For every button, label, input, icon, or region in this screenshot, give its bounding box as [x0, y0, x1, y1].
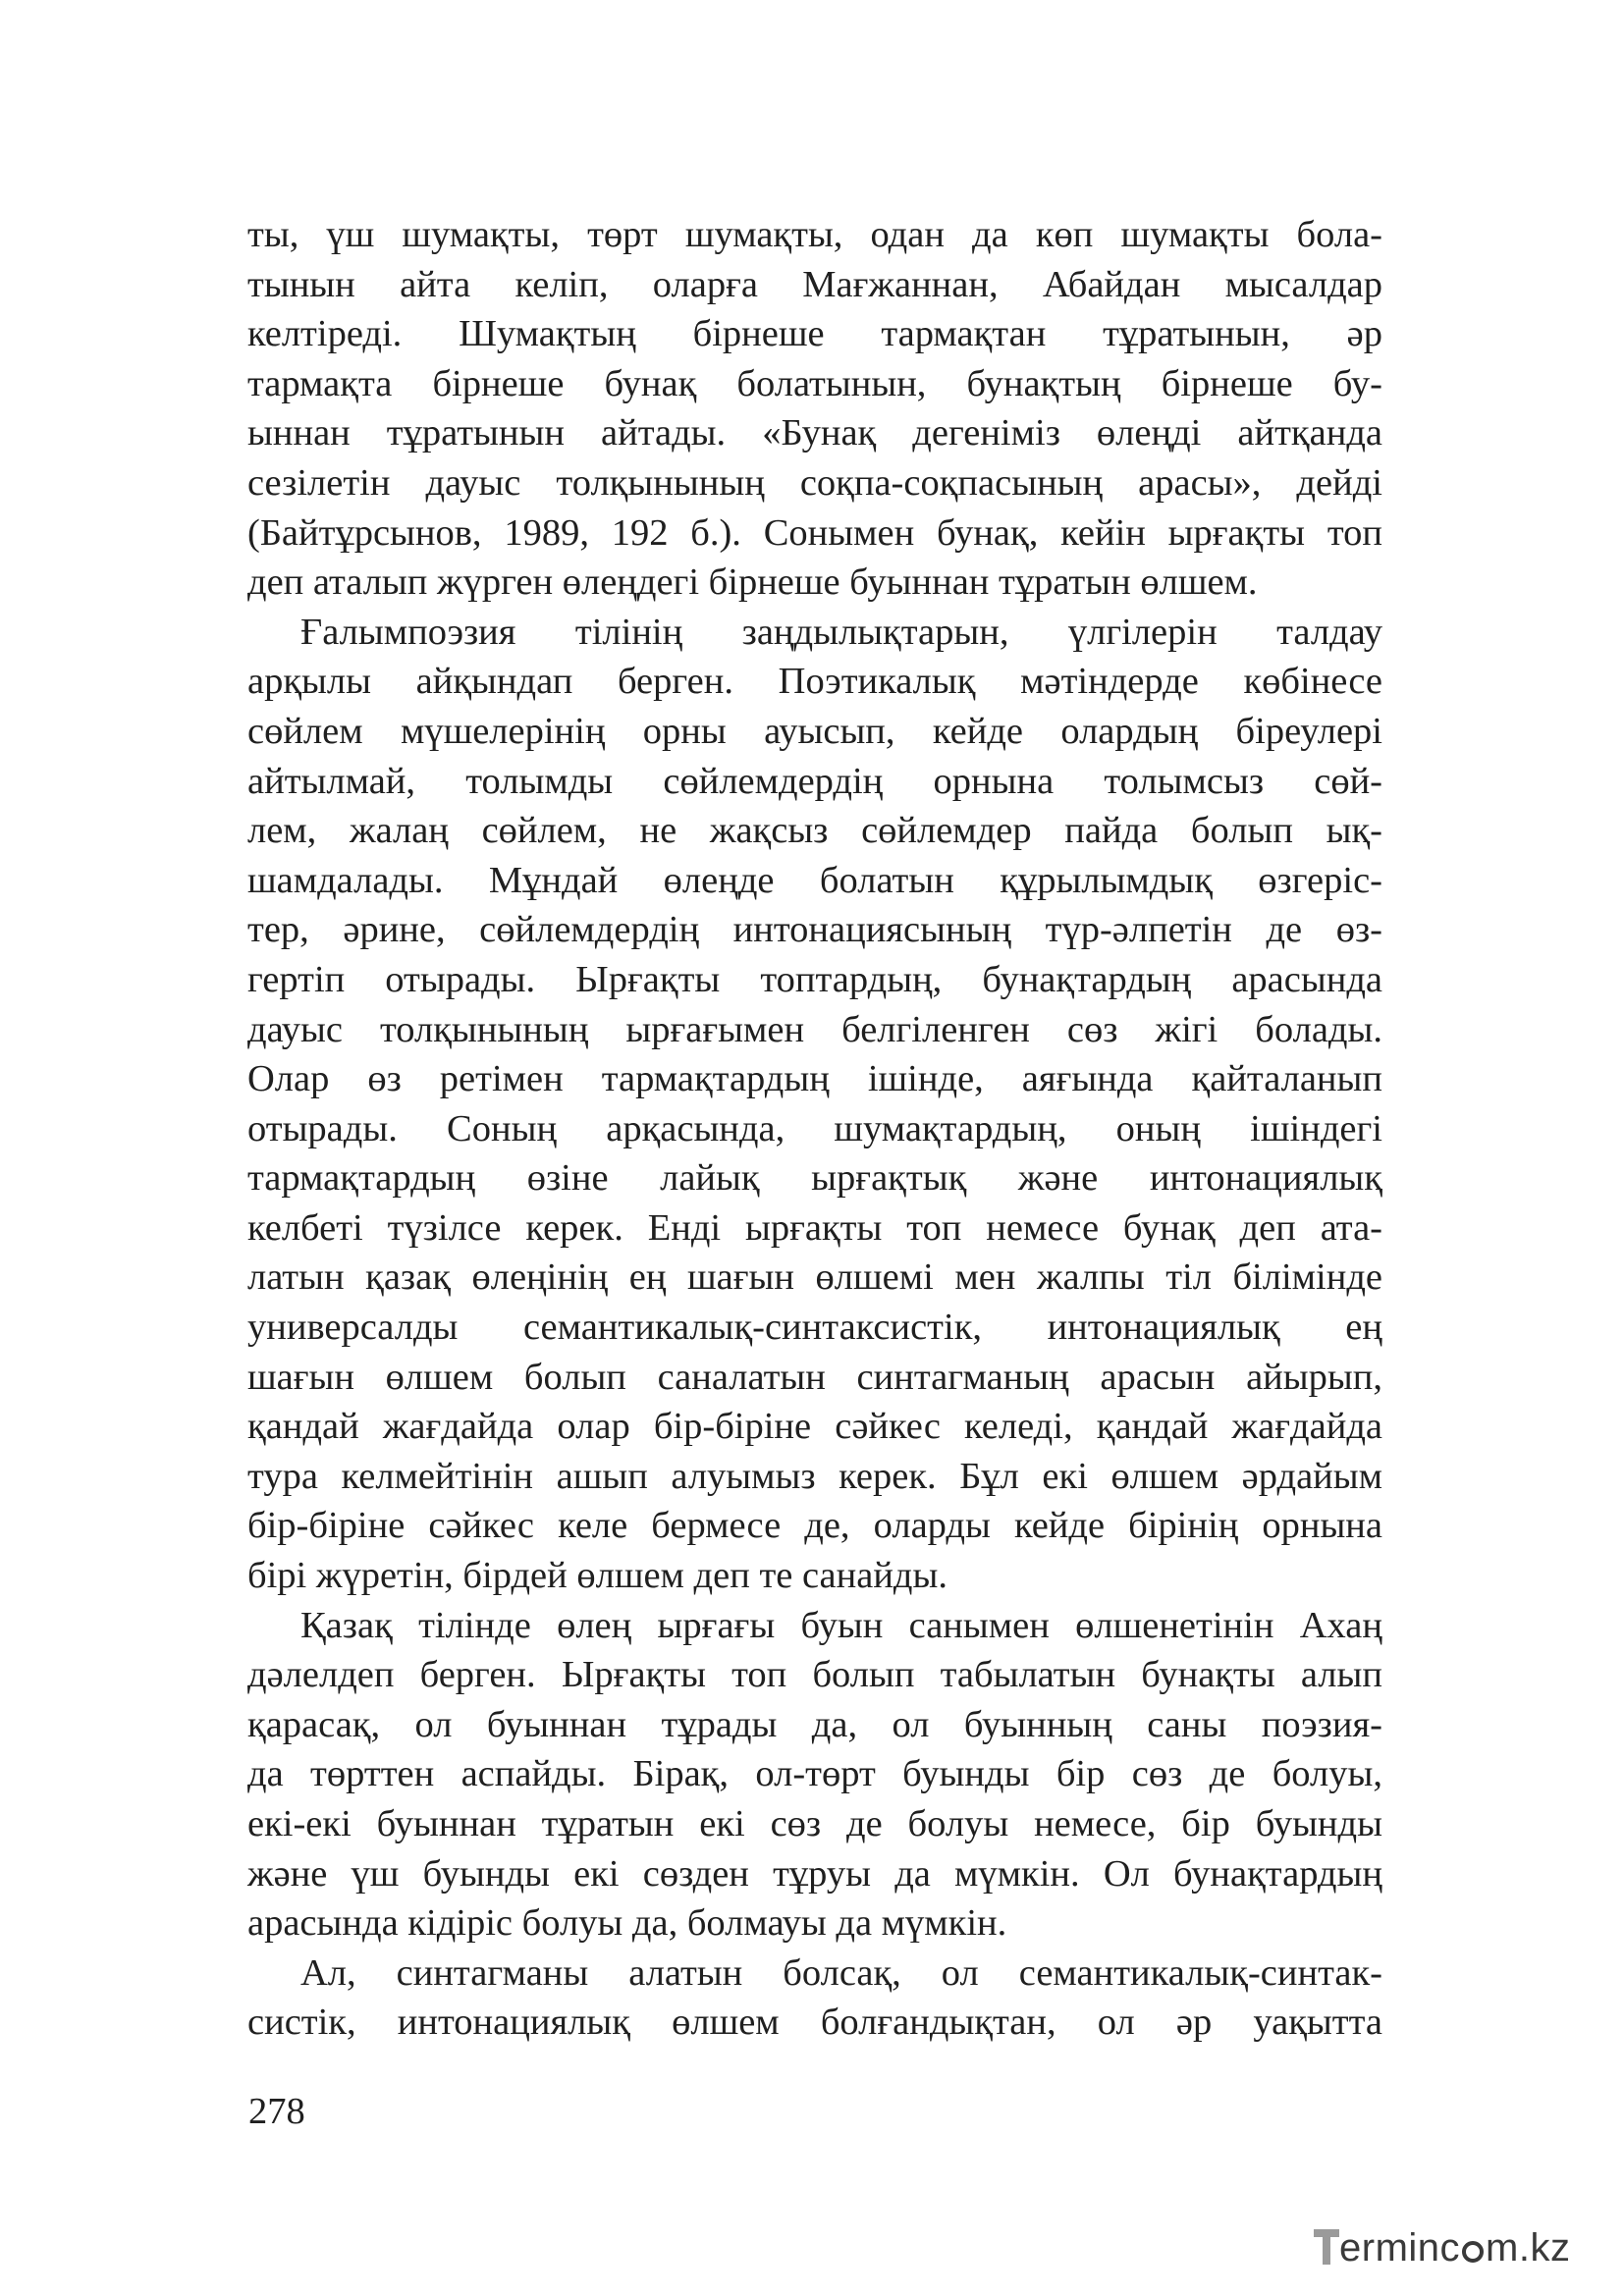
text-line: гертіп отырады. Ырғақты топтардың, бунақтардың арасында	[247, 958, 1382, 1000]
text-line: тармақтардың өзіне лайық ырғақтық және интонациялық	[247, 1157, 1382, 1200]
text-line: Ал, синтагманы алатын болсақ, ол семантикалық-синтак-	[300, 1951, 1382, 1994]
text-line: келтіреді. Шумақтың бірнеше тармақтан тұратынын, әр	[247, 313, 1382, 355]
t-logo-icon	[1314, 2223, 1339, 2267]
terminconkz-watermark-logo	[1314, 2218, 1598, 2277]
text-line: айтылмай, толымды сөйлемдердің орнына толымсыз сөй-	[247, 760, 1382, 802]
text-line: отырады. Соның арқасында, шумақтардың, оның ішіндегі	[247, 1107, 1382, 1149]
text-line: лем, жалаң сөйлем, не жақсыз сөйлемдер пайда болып ық-	[247, 810, 1382, 852]
text-line: Қазақ тілінде өлең ырғағы буын санымен өлшенетінін Ахаң	[300, 1604, 1382, 1646]
text-line: келбеті түзілсе керек. Енді ырғақты топ немесе бунақ деп ата-	[247, 1206, 1382, 1249]
paragraph-2	[247, 608, 1382, 1601]
o-logo-icon	[1462, 2241, 1484, 2263]
watermark-text-part2: m.kz	[1486, 2226, 1571, 2269]
text-line: екі-екі буыннан тұратын екі сөз де болуы немесе, бір буынды	[247, 1803, 1382, 1844]
page-body	[247, 210, 1382, 2048]
text-line: тармақта бірнеше бунақ болатынын, бунақтың бірнеше бу-	[247, 362, 1382, 404]
text-line: және үш буынды екі сөзден тұруы да мүмкін. Ол бунақтардың	[247, 1852, 1382, 1895]
page-number: 278	[248, 2091, 305, 2132]
text-line: сөйлем мүшелерінің орны ауысып, кейде олардың біреулері	[247, 710, 1382, 752]
text-line: сезілетін дауыс толқынының соқпа-соқпасының арасы», дейді	[247, 461, 1382, 504]
text-line: деп аталып жүрген өлеңдегі бірнеше буыннан тұратын өлшем.	[247, 561, 1258, 604]
text-line: бір-біріне сәйкес келе бермесе де, оларды кейде бірінің орнына	[247, 1505, 1382, 1547]
text-line: систік, интонациялық өлшем болғандықтан, ол әр уақытта	[247, 2002, 1382, 2044]
text-line: қарасақ, ол буыннан тұрады да, ол буынның саны поэзия-	[247, 1703, 1382, 1745]
paragraph-3	[247, 1601, 1382, 1949]
text-line: латын қазақ өлеңінің ең шағын өлшемі мен жалпы тіл білімінде	[247, 1256, 1382, 1299]
text-line: дауыс толқынының ырғағымен белгіленген сөз жігі болады.	[247, 1008, 1382, 1050]
paragraph-4	[247, 1949, 1382, 2048]
text-line: ты, үш шумақты, төрт шумақты, одан да көп шумақты бола-	[247, 214, 1382, 255]
text-line: Олар өз ретімен тармақтардың ішінде, аяғында қайталанып	[247, 1058, 1382, 1100]
watermark-text-part1: erminc	[1339, 2226, 1461, 2269]
text-line: тер, әрине, сөйлемдердің интонациясының түр-әлпетін де өз-	[247, 909, 1382, 951]
text-line: ыннан тұратынын айтады. «Бунақ дегеніміз өлеңді айтқанда	[247, 412, 1382, 454]
text-line: тынын айта келіп, оларға Мағжаннан, Абайдан мысалдар	[247, 263, 1382, 305]
paragraph-1	[247, 210, 1382, 608]
text-line: шамдалады. Мұндай өлеңде болатын құрылымдық өзгеріс-	[247, 859, 1382, 901]
text-line: тура келмейтінін ашып алуымыз керек. Бұл екі өлшем әрдайым	[247, 1455, 1382, 1497]
text-line: арасында кідіріс болуы да, болмауы да мүмкін.	[247, 1902, 1007, 1945]
text-line: арқылы айқындап берген. Поэтикалық мәтіндерде көбінесе	[247, 661, 1382, 703]
text-line: (Байтұрсынов, 1989, 192 б.). Сонымен бунақ, кейін ырғақты топ	[247, 511, 1382, 554]
text-line: бірі жүретін, бірдей өлшем деп те санайды.	[247, 1555, 948, 1597]
text-line: Ғалымпоэзия тілінің заңдылықтарын, үлгілерін талдау	[300, 611, 1382, 653]
text-line: дәлелдеп берген. Ырғақты топ болып табылатын бунақты алып	[247, 1654, 1382, 1696]
text-line: универсалды семантикалық-синтаксистік, интонациялық ең	[247, 1307, 1382, 1349]
text-line: шағын өлшем болып саналатын синтагманың арасын айырып,	[247, 1356, 1382, 1398]
text-line: да төрттен аспайды. Бірақ, ол-төрт буынды бір сөз де болуы,	[247, 1753, 1382, 1795]
text-line: қандай жағдайда олар бір-біріне сәйкес келеді, қандай жағдайда	[247, 1406, 1382, 1448]
